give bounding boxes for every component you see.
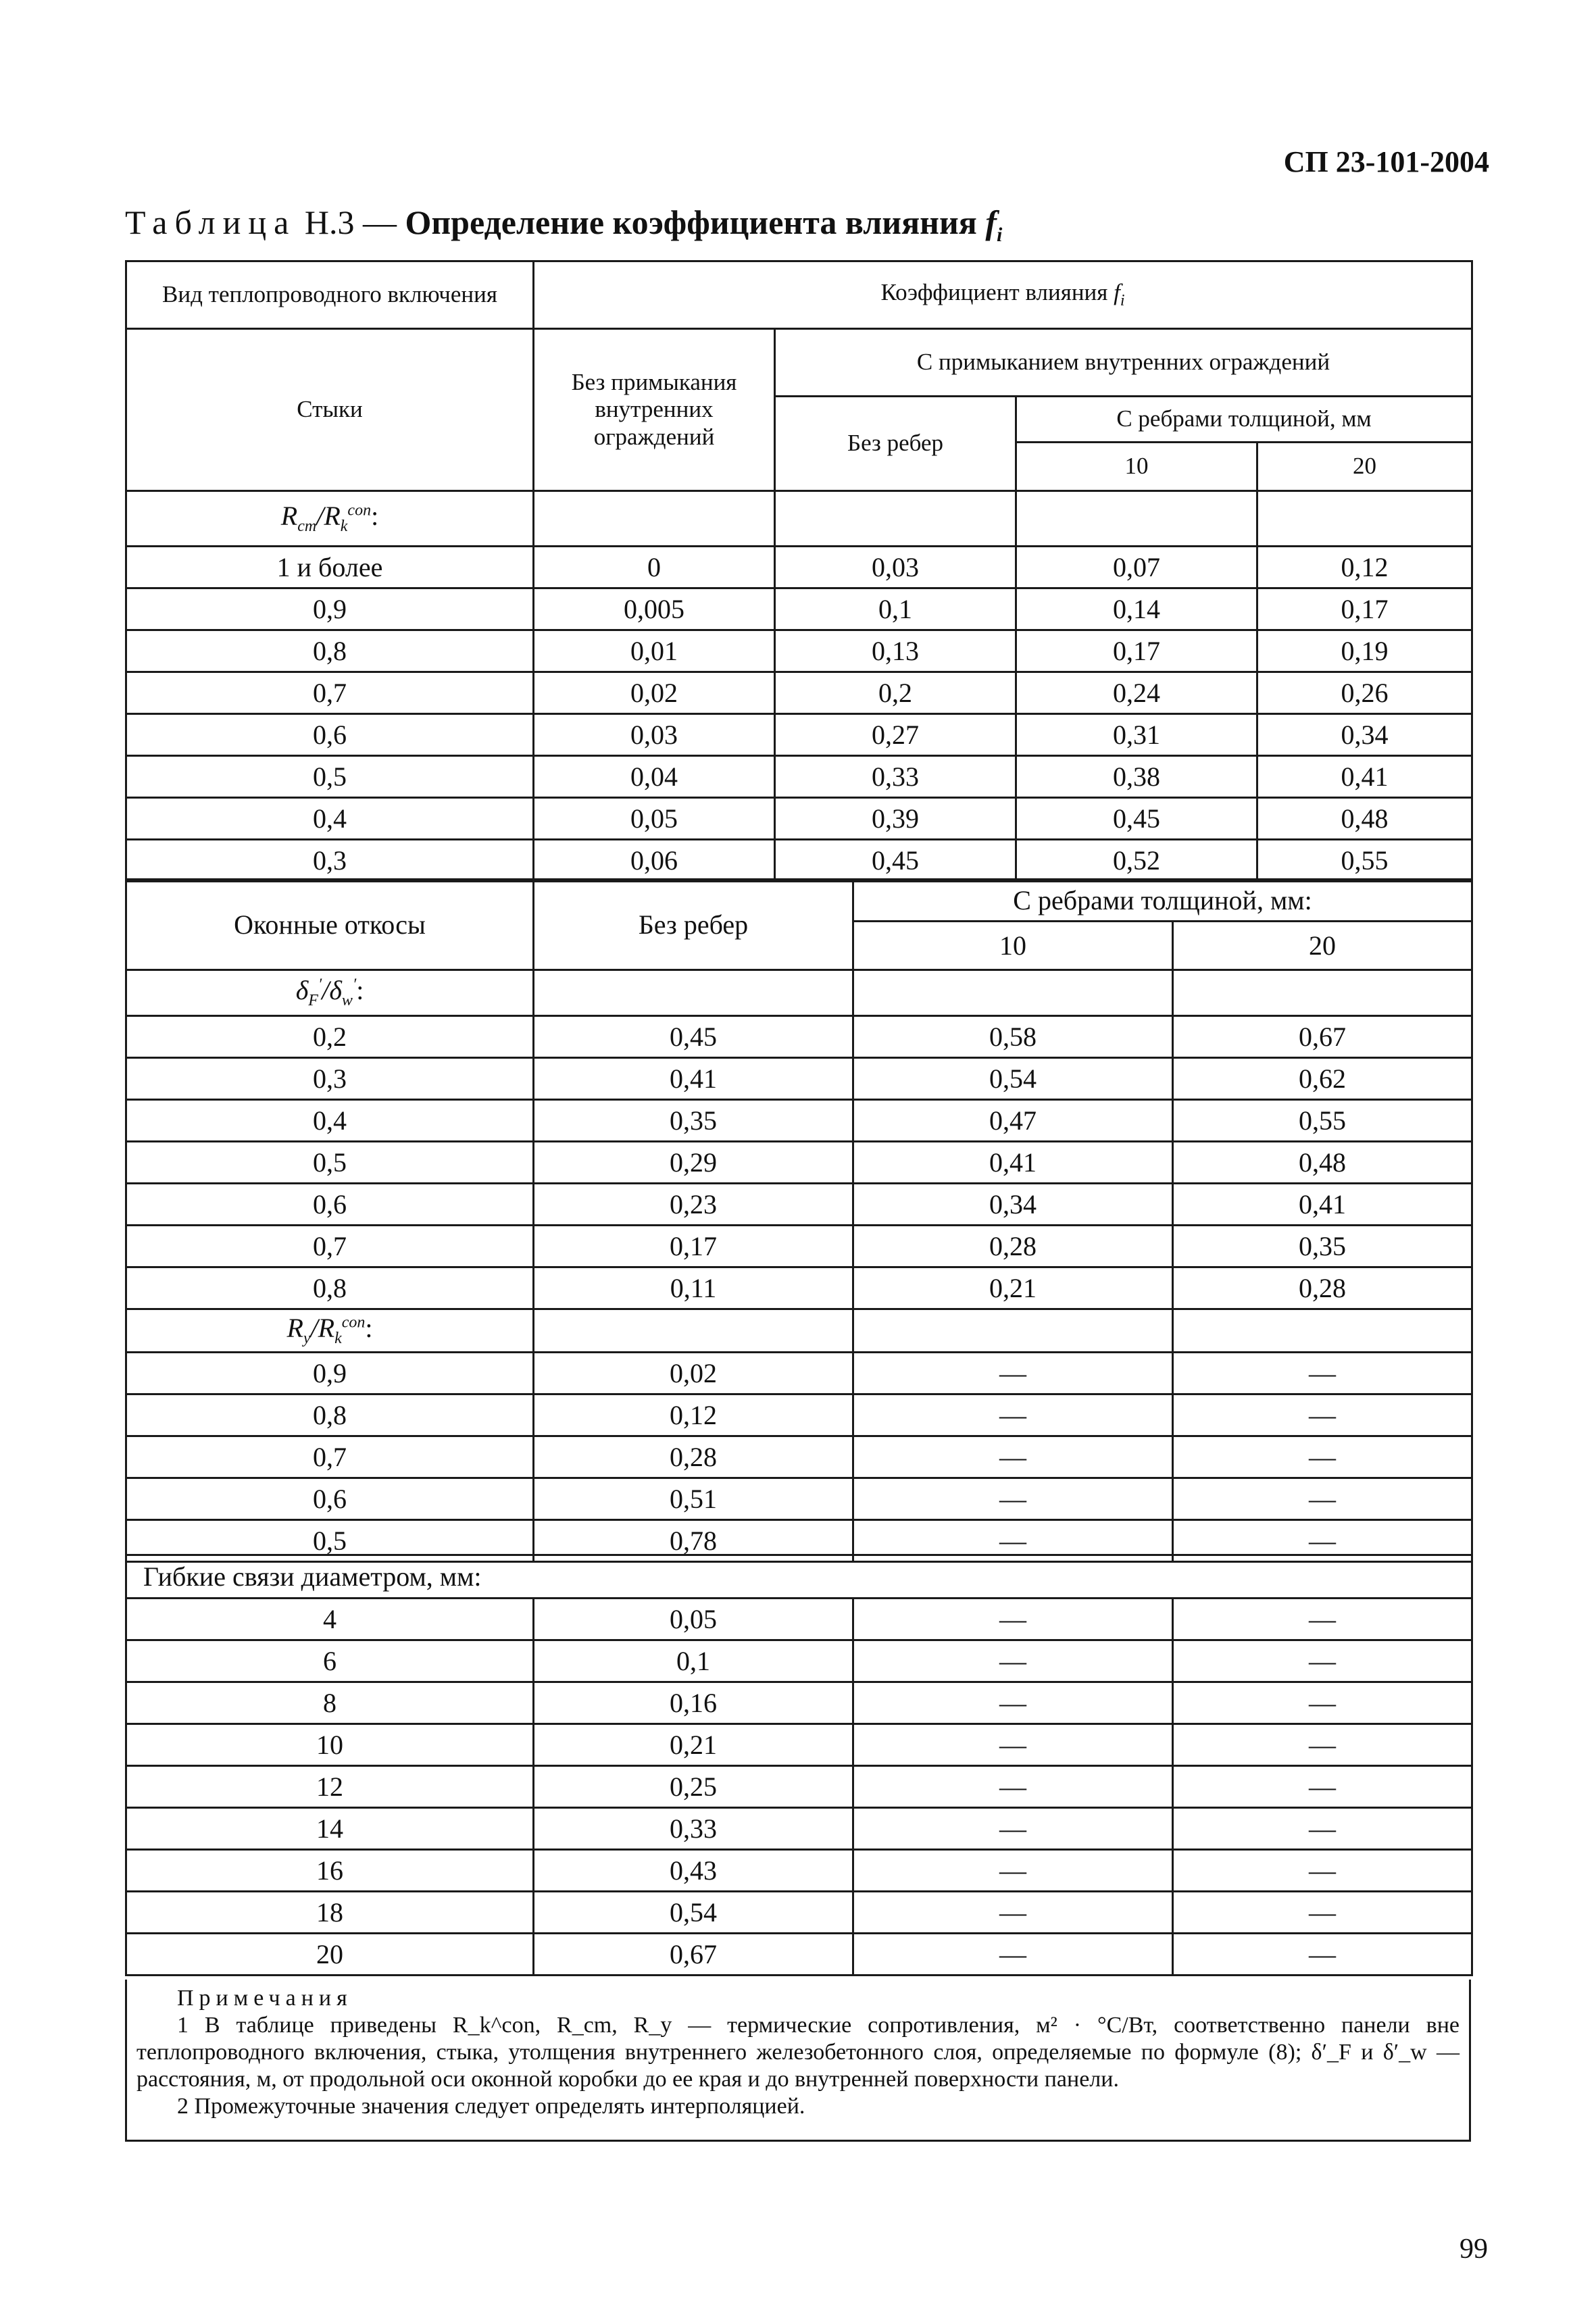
empty-cell (1257, 491, 1472, 547)
ratio-a-sub: y (303, 1330, 311, 1348)
empty-cell (534, 970, 853, 1016)
ry-ratio-rows (126, 1353, 1472, 1562)
table-row (126, 1934, 1472, 1976)
ratio-b: /R (316, 501, 341, 532)
table-row (126, 1226, 1472, 1267)
ratio-delta (126, 970, 534, 1016)
table-cell: 0,48 (1257, 798, 1472, 840)
table-cell: 0,06 (534, 840, 775, 882)
table-cell: 18 (126, 1892, 534, 1934)
table-cell: — (1173, 1599, 1472, 1640)
table-cell: — (853, 1478, 1173, 1520)
table-row (126, 1058, 1472, 1100)
table-cell: 0,7 (126, 672, 534, 714)
table-row (126, 630, 1472, 672)
table-cell: 0,48 (1173, 1142, 1472, 1184)
empty-cell (853, 970, 1173, 1016)
table-row (126, 1892, 1472, 1934)
caption-title: Определение коэффициента влияния (405, 203, 977, 241)
window-slopes-rows (126, 1016, 1472, 1309)
page-number: 99 (1460, 2234, 1488, 2265)
table-cell: 0,45 (775, 840, 1016, 882)
coef-symbol-letter: f (1114, 279, 1120, 306)
joints-table (125, 260, 1473, 882)
table-cell: 0,29 (534, 1142, 853, 1184)
table-cell: 0,33 (775, 756, 1016, 798)
table-cell: 0,12 (534, 1394, 853, 1436)
ratio-b-sub: k (340, 518, 348, 536)
table-cell: — (1173, 1682, 1472, 1724)
head-no-ribs-2: Без ребер (534, 880, 853, 970)
table-cell: 14 (126, 1808, 534, 1850)
table-cell: 0,19 (1257, 630, 1472, 672)
table-cell: 0,38 (1016, 756, 1257, 798)
joints-rows (126, 547, 1472, 882)
table-row (126, 1808, 1472, 1850)
ratio-a: R (286, 1313, 303, 1344)
head-ribs-thickness-2: С ребрами толщиной, мм: (853, 880, 1472, 922)
table-row (126, 756, 1472, 798)
table-cell: 0,13 (775, 630, 1016, 672)
table-cell: 0,45 (534, 1016, 853, 1058)
table-cell: — (1173, 1520, 1472, 1562)
ratio-b-sub: w (341, 992, 353, 1010)
ratio-ry-rk (126, 1309, 534, 1353)
table-cell: 0,21 (534, 1724, 853, 1766)
table-cell: 0,62 (1173, 1058, 1472, 1100)
table-cell: 0,05 (534, 798, 775, 840)
table-cell: 0,14 (1016, 588, 1257, 630)
ratio-a-sub: F (308, 992, 318, 1010)
table-cell: 0,54 (853, 1058, 1173, 1100)
coef-symbol-sub: i (1120, 292, 1125, 310)
table-cell: 0,4 (126, 1100, 534, 1142)
table-cell: 0,01 (534, 630, 775, 672)
table-cell: — (853, 1436, 1173, 1478)
table-cell: 0,43 (534, 1850, 853, 1892)
ratio-b-sup: con (347, 501, 372, 520)
table-cell: 0,8 (126, 1267, 534, 1309)
table-cell: — (1173, 1724, 1472, 1766)
table-row (126, 1640, 1472, 1682)
table-row (126, 1394, 1472, 1436)
ratio-a: δ (295, 975, 309, 1006)
table-cell: 0,17 (1016, 630, 1257, 672)
table-cell: 0,34 (853, 1184, 1173, 1226)
document-code: СП 23-101-2004 (1283, 145, 1489, 178)
table-cell: — (1173, 1640, 1472, 1682)
table-cell: 0,67 (1173, 1016, 1472, 1058)
table-cell: 6 (126, 1640, 534, 1682)
table-row (126, 714, 1472, 756)
table-row (126, 1599, 1472, 1640)
table-cell: 0,4 (126, 798, 534, 840)
head-flexible-ties: Гибкие связи диаметром, мм: (126, 1555, 1472, 1599)
ratio-formula (280, 501, 372, 536)
head-coefficient-label: Коэффициент влияния (880, 279, 1108, 306)
table-row (126, 1353, 1472, 1394)
table-row (126, 840, 1472, 882)
empty-cell (534, 1309, 853, 1353)
caption-symbol (985, 203, 1003, 246)
table-cell: — (1173, 1892, 1472, 1934)
head-coefficient (534, 261, 1472, 329)
table-row (126, 1142, 1472, 1184)
head-no-adjoining: Без примыкания внутренних ограждений (534, 329, 775, 491)
head-inclusion-type: Вид теплопроводного включения (126, 261, 534, 329)
table-row (126, 1766, 1472, 1808)
table-row (126, 1100, 1472, 1142)
table-cell: — (853, 1640, 1173, 1682)
table-row (126, 1724, 1472, 1766)
table-cell: — (853, 1682, 1173, 1724)
notes-title: Примечания (177, 1986, 353, 2011)
table-cell: 0,23 (534, 1184, 853, 1226)
table-cell: — (853, 1394, 1173, 1436)
table-cell: 0,16 (534, 1682, 853, 1724)
table-cell: 0,04 (534, 756, 775, 798)
ratio-rcm-rk (126, 491, 534, 547)
window-slopes-table (125, 878, 1473, 1563)
table-cell: 0,28 (1173, 1267, 1472, 1309)
table-cell: — (853, 1766, 1173, 1808)
table-cell: 0,45 (1016, 798, 1257, 840)
table-cell: 0,03 (775, 547, 1016, 588)
table-cell: 0,7 (126, 1436, 534, 1478)
empty-cell (1173, 970, 1472, 1016)
table-cell: 0,3 (126, 1058, 534, 1100)
head-ribs-thickness: С ребрами толщиной, мм (1016, 397, 1472, 443)
table-cell: 0,33 (534, 1808, 853, 1850)
table-row (126, 1016, 1472, 1058)
table-cell: 0,9 (126, 588, 534, 630)
table-cell: 0,31 (1016, 714, 1257, 756)
table-cell: 0,52 (1016, 840, 1257, 882)
table-cell: 0,03 (534, 714, 775, 756)
table-cell: — (1173, 1394, 1472, 1436)
head-window-slopes: Оконные откосы (126, 880, 534, 970)
table-cell: 0,47 (853, 1100, 1173, 1142)
table-cell: 0,5 (126, 1520, 534, 1562)
empty-cell (853, 1309, 1173, 1353)
empty-cell (775, 491, 1016, 547)
flexible-ties-rows (126, 1599, 1472, 1976)
table-row (126, 588, 1472, 630)
table-caption (125, 203, 1002, 247)
ratio-a-sub: cm (297, 518, 317, 536)
ratio-formula (286, 1313, 366, 1348)
caption-symbol-sub: i (996, 224, 1003, 246)
table-cell: 0,07 (1016, 547, 1257, 588)
table-cell: 0,02 (534, 672, 775, 714)
caption-symbol-letter: f (985, 203, 997, 241)
ratio-b-sup: con (341, 1313, 366, 1332)
table-cell: 0,34 (1257, 714, 1472, 756)
table-row (126, 1850, 1472, 1892)
table-cell: 0,12 (1257, 547, 1472, 588)
table-cell: 0,17 (534, 1226, 853, 1267)
table-cell: 0,28 (853, 1226, 1173, 1267)
head-coefficient-symbol (1114, 279, 1125, 310)
table-cell: 0,02 (534, 1353, 853, 1394)
empty-cell (1016, 491, 1257, 547)
table-cell: — (853, 1934, 1173, 1976)
head-ribs-10-2: 10 (853, 922, 1173, 970)
table-cell: 0,6 (126, 714, 534, 756)
table-cell: 0,25 (534, 1766, 853, 1808)
table-cell: — (1173, 1850, 1472, 1892)
table-cell: 0,24 (1016, 672, 1257, 714)
table-cell: 0,21 (853, 1267, 1173, 1309)
ratio-colon: : (356, 975, 364, 1006)
table-cell: 0,55 (1257, 840, 1472, 882)
table-cell: 0,35 (1173, 1226, 1472, 1267)
flexible-ties-table (125, 1554, 1473, 1976)
caption-word: Таблица (125, 203, 297, 241)
table-cell: — (1173, 1808, 1472, 1850)
head-ribs-10: 10 (1016, 443, 1257, 491)
table-cell: 8 (126, 1682, 534, 1724)
table-cell: 0,3 (126, 840, 534, 882)
table-cell: — (853, 1850, 1173, 1892)
table-cell: 0,54 (534, 1892, 853, 1934)
table-row (126, 798, 1472, 840)
table-cell: 0,39 (775, 798, 1016, 840)
table-cell: — (1173, 1353, 1472, 1394)
table-cell: 0,27 (775, 714, 1016, 756)
table-cell: 0,5 (126, 756, 534, 798)
table-cell: 1 и более (126, 547, 534, 588)
table-cell: 0,17 (1257, 588, 1472, 630)
caption-number: Н.3 — (304, 203, 397, 241)
head-no-ribs: Без ребер (775, 397, 1016, 491)
notes-block (125, 1980, 1471, 2142)
table-cell: — (853, 1892, 1173, 1934)
ratio-a: R (280, 501, 298, 532)
table-cell: 0,1 (775, 588, 1016, 630)
table-cell: 16 (126, 1850, 534, 1892)
table-cell: 0,78 (534, 1520, 853, 1562)
head-ribs-20: 20 (1257, 443, 1472, 491)
empty-cell (534, 491, 775, 547)
table-cell: 0,8 (126, 630, 534, 672)
ratio-b: /δ (322, 975, 342, 1006)
table-cell: 0,35 (534, 1100, 853, 1142)
table-cell: — (1173, 1766, 1472, 1808)
table-cell: 0,41 (1173, 1184, 1472, 1226)
table-cell: 0,26 (1257, 672, 1472, 714)
table-cell: 0,51 (534, 1478, 853, 1520)
table-row (126, 547, 1472, 588)
table-cell: 0,41 (534, 1058, 853, 1100)
note-2: 2 Промежуточные значения следует определять интерполяцией. (177, 2094, 805, 2119)
head-adjoining: С примыканием внутренних ограждений (775, 329, 1472, 397)
table-row (126, 1267, 1472, 1309)
table-row (126, 672, 1472, 714)
table-cell: 0,41 (1257, 756, 1472, 798)
table-cell: 12 (126, 1766, 534, 1808)
table-row (126, 1682, 1472, 1724)
ratio-a-sup: ′ (318, 976, 322, 994)
table-cell: — (853, 1353, 1173, 1394)
ratio-b-sup: ′ (352, 976, 357, 994)
table-cell: — (853, 1724, 1173, 1766)
table-cell: — (853, 1599, 1173, 1640)
table-row (126, 1184, 1472, 1226)
table-cell: 0,6 (126, 1184, 534, 1226)
table-row (126, 1436, 1472, 1478)
table-cell: 4 (126, 1599, 534, 1640)
table-cell: 0,05 (534, 1599, 853, 1640)
table-cell: — (1173, 1478, 1472, 1520)
note-1: 1 В таблице приведены R_k^con, R_cm, R_y — термические сопротивления, м² · °С/Вт, соответственно панели вне теплопроводного включения, стыка, утолщения внутреннего железобетонного слоя, определяемые по формуле (8); δ′_F и δ′_w — расстояния, м, от продольной оси оконной коробки до ее края и до внутренней поверхности панели. (136, 2013, 1460, 2092)
empty-cell (1173, 1309, 1472, 1353)
ratio-colon: : (365, 1313, 373, 1344)
table-cell: 0,67 (534, 1934, 853, 1976)
table-cell: 0,11 (534, 1267, 853, 1309)
table-cell: 0,8 (126, 1394, 534, 1436)
table-cell: 0,7 (126, 1226, 534, 1267)
table-cell: 0,005 (534, 588, 775, 630)
table-cell: 0,55 (1173, 1100, 1472, 1142)
ratio-colon: : (371, 501, 379, 532)
table-cell: 0,2 (775, 672, 1016, 714)
table-cell: 0,2 (126, 1016, 534, 1058)
table-cell: — (853, 1808, 1173, 1850)
ratio-b: /R (310, 1313, 335, 1344)
head-joints: Стыки (126, 329, 534, 491)
table-cell: 10 (126, 1724, 534, 1766)
table-cell: 0,9 (126, 1353, 534, 1394)
table-cell: — (1173, 1436, 1472, 1478)
table-row (126, 1478, 1472, 1520)
head-ribs-20-2: 20 (1173, 922, 1472, 970)
table-cell: — (853, 1520, 1173, 1562)
ratio-b-sub: k (334, 1330, 342, 1348)
table-cell: 20 (126, 1934, 534, 1976)
table-cell: 0,5 (126, 1142, 534, 1184)
table-cell: 0,41 (853, 1142, 1173, 1184)
table-cell: — (1173, 1934, 1472, 1976)
ratio-formula (295, 975, 357, 1010)
table-cell: 0 (534, 547, 775, 588)
table-cell: 0,58 (853, 1016, 1173, 1058)
table-cell: 0,1 (534, 1640, 853, 1682)
table-cell: 0,28 (534, 1436, 853, 1478)
table-cell: 0,6 (126, 1478, 534, 1520)
